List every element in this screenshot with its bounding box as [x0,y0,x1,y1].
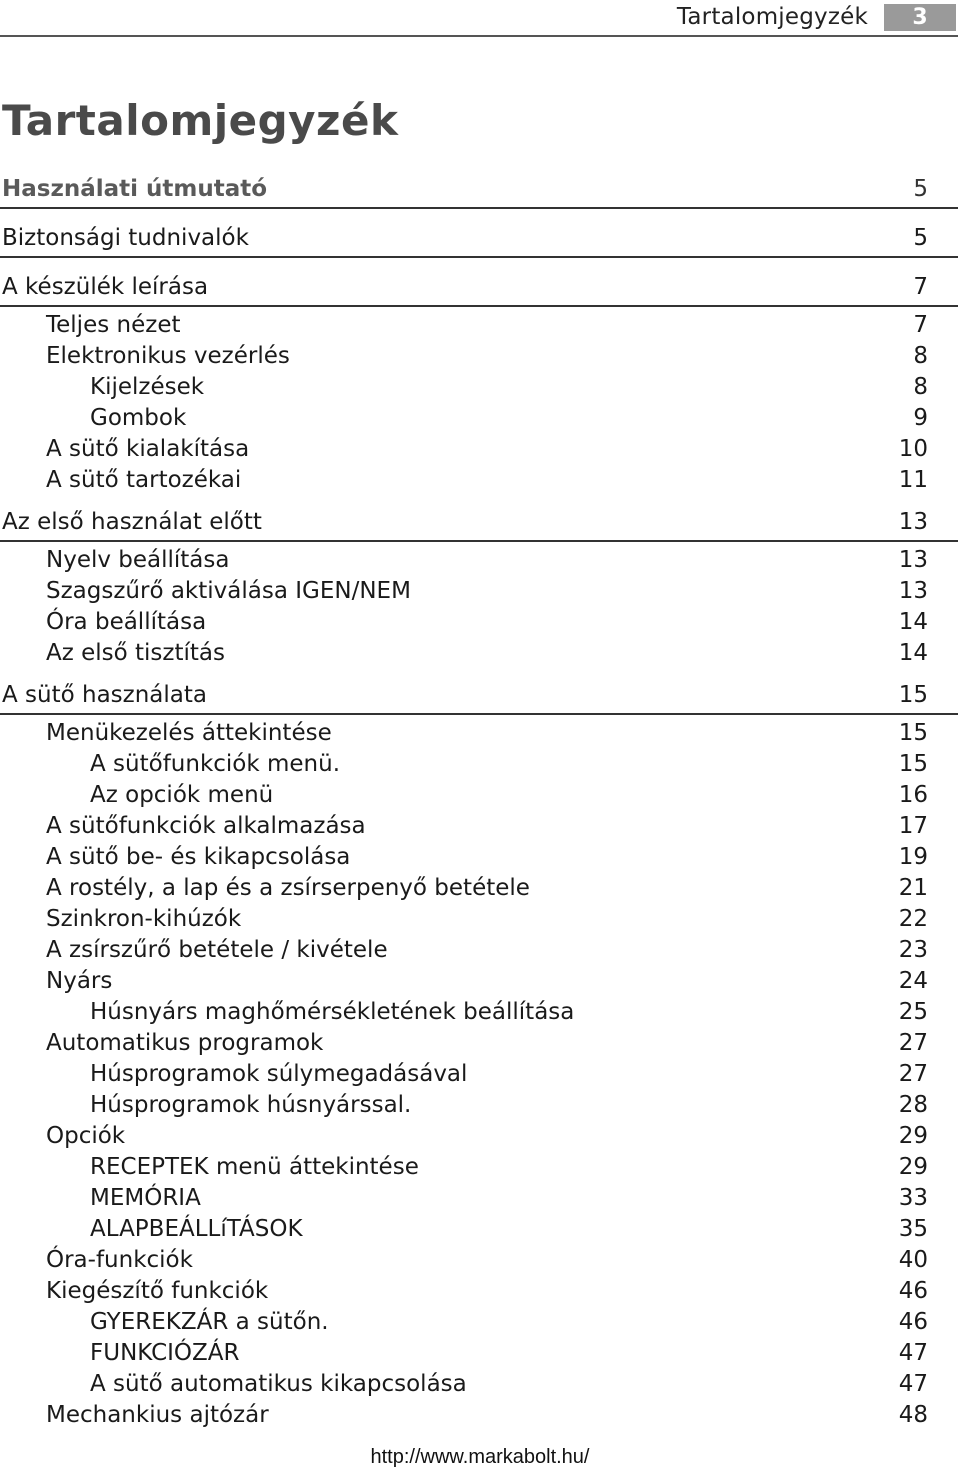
section-divider [0,256,958,258]
toc-entry-label: Biztonsági tudnivalók [2,225,249,251]
toc-entry-label: RECEPTEK menü áttekintése [90,1154,419,1180]
toc-entry-label: Kiegészítő funkciók [46,1278,269,1304]
toc-entry-page: 48 [898,1402,928,1428]
toc-entry[interactable] [0,372,960,402]
toc-entry-page: 11 [898,467,928,493]
toc-entry-page: 13 [898,509,928,535]
toc-entry-label: Az első használat előtt [2,509,262,535]
toc-entry[interactable] [0,223,960,253]
header-page-number: 3 [884,4,956,31]
toc-entry-page: 13 [898,578,928,604]
toc-entry[interactable] [0,904,960,934]
toc-entry[interactable] [0,465,960,495]
toc-entry-page: 29 [898,1123,928,1149]
toc-entry[interactable] [0,1276,960,1306]
toc-entry[interactable] [0,434,960,464]
toc-entry[interactable] [0,174,960,204]
header-divider [0,35,958,37]
toc-entry[interactable] [0,680,960,710]
toc-entry[interactable] [0,1121,960,1151]
toc-entry-page: 5 [913,225,928,251]
toc-entry-label: Használati útmutató [2,176,268,202]
toc-entry[interactable] [0,1369,960,1399]
toc-entry-label: Opciók [46,1123,126,1149]
toc-entry-label: ALAPBEÁLLíTÁSOK [90,1216,303,1242]
toc-entry[interactable] [0,749,960,779]
toc-entry-label: Nyelv beállítása [46,547,230,573]
toc-entry-label: Óra beállítása [46,609,207,635]
toc-entry-label: Húsnyárs maghőmérsékletének beállítása [90,999,575,1025]
toc-entry-page: 21 [898,875,928,901]
toc-entry[interactable] [0,341,960,371]
toc-entry-page: 23 [898,937,928,963]
toc-entry[interactable] [0,507,960,537]
toc-entry-page: 8 [913,374,928,400]
toc-entry-label: A sütőfunkciók menü. [90,751,341,777]
toc-entry-page: 7 [913,312,928,338]
toc-entry-label: A zsírszűrő betétele / kivétele [46,937,388,963]
toc-entry-label: Gombok [90,405,187,431]
toc-entry-page: 15 [898,751,928,777]
section-divider [0,305,958,307]
toc-entry[interactable] [0,1245,960,1275]
toc-entry-page: 9 [913,405,928,431]
toc-entry-page: 29 [898,1154,928,1180]
toc-entry[interactable] [0,272,960,302]
toc-entry-page: 5 [913,176,928,202]
toc-entry-label: A rostély, a lap és a zsírserpenyő betétele [46,875,530,901]
toc-entry-page: 25 [898,999,928,1025]
toc-entry-page: 8 [913,343,928,369]
toc-entry[interactable] [0,966,960,996]
toc-entry-label: Mechankius ajtózár [46,1402,269,1428]
toc-entry-page: 46 [898,1309,928,1335]
toc-entry[interactable] [0,873,960,903]
toc-entry[interactable] [0,1059,960,1089]
toc-entry-page: 46 [898,1278,928,1304]
toc-entry-label: A sütő tartozékai [46,467,242,493]
toc-entry-page: 13 [898,547,928,573]
toc-entry-label: A sütő automatikus kikapcsolása [90,1371,467,1397]
document-title: Tartalomjegyzék [2,96,399,145]
toc-entry-page: 47 [898,1371,928,1397]
toc-entry[interactable] [0,935,960,965]
toc-entry[interactable] [0,780,960,810]
toc-entry-page: 17 [898,813,928,839]
toc-entry-label: FUNKCIÓZÁR [90,1340,240,1366]
toc-entry-label: A sütőfunkciók alkalmazása [46,813,366,839]
toc-entry-page: 7 [913,274,928,300]
toc-entry-label: Nyárs [46,968,113,994]
toc-entry-page: 14 [898,640,928,666]
toc-entry-page: 24 [898,968,928,994]
toc-entry[interactable] [0,811,960,841]
footer-url: http://www.markabolt.hu/ [370,1446,590,1468]
toc-entry[interactable] [0,1400,960,1430]
toc-entry-label: Húsprogramok súlymegadásával [90,1061,468,1087]
toc-entry[interactable] [0,997,960,1027]
toc-entry-page: 15 [898,682,928,708]
toc-entry-page: 27 [898,1030,928,1056]
toc-entry-page: 15 [898,720,928,746]
toc-entry[interactable] [0,1183,960,1213]
toc-entry-label: Elektronikus vezérlés [46,343,290,369]
toc-entry[interactable] [0,607,960,637]
toc-entry-label: Óra-funkciók [46,1247,193,1273]
toc-entry-page: 10 [898,436,928,462]
toc-entry-label: Teljes nézet [46,312,181,338]
toc-entry-page: 14 [898,609,928,635]
toc-entry-label: Szagszűrő aktiválása IGEN/NEM [46,578,411,604]
toc-entry-label: Az első tisztítás [46,640,225,666]
section-divider [0,207,958,209]
toc-entry[interactable] [0,403,960,433]
toc-entry[interactable] [0,1152,960,1182]
toc-entry-page: 16 [898,782,928,808]
toc-entry-label: Húsprogramok húsnyárssal. [90,1092,412,1118]
toc-entry-label: A sütő kialakítása [46,436,250,462]
toc-entry[interactable] [0,638,960,668]
toc-entry-label: A sütő használata [2,682,208,708]
toc-entry[interactable] [0,310,960,340]
toc-entry-label: GYEREKZÁR a sütőn. [90,1309,329,1335]
header-title: Tartalomjegyzék [676,4,868,30]
toc-entry[interactable] [0,1090,960,1120]
toc-entry-label: A készülék leírása [2,274,209,300]
toc-entry-page: 47 [898,1340,928,1366]
toc-entry[interactable] [0,1214,960,1244]
toc-entry[interactable] [0,576,960,606]
toc-entry-page: 22 [898,906,928,932]
page-header [0,0,960,36]
toc-entry-label: A sütő be- és kikapcsolása [46,844,351,870]
section-divider [0,713,958,715]
toc-entry-page: 33 [898,1185,928,1211]
toc-entry[interactable] [0,545,960,575]
toc-entry-label: Kijelzések [90,374,205,400]
toc-entry[interactable] [0,842,960,872]
section-divider [0,540,958,542]
toc-entry[interactable] [0,1028,960,1058]
toc-entry-page: 35 [898,1216,928,1242]
toc-entry[interactable] [0,718,960,748]
toc-entry[interactable] [0,1307,960,1337]
toc-entry-page: 19 [898,844,928,870]
toc-entry-label: Szinkron-kihúzók [46,906,242,932]
toc-entry[interactable] [0,1338,960,1368]
toc-entry-label: MEMÓRIA [90,1185,201,1211]
toc-entry-page: 27 [898,1061,928,1087]
toc-entry-label: Automatikus programok [46,1030,324,1056]
toc-entry-page: 40 [898,1247,928,1273]
toc-entry-page: 28 [898,1092,928,1118]
toc-entry-label: Menükezelés áttekintése [46,720,332,746]
toc-entry-label: Az opciók menü [90,782,274,808]
